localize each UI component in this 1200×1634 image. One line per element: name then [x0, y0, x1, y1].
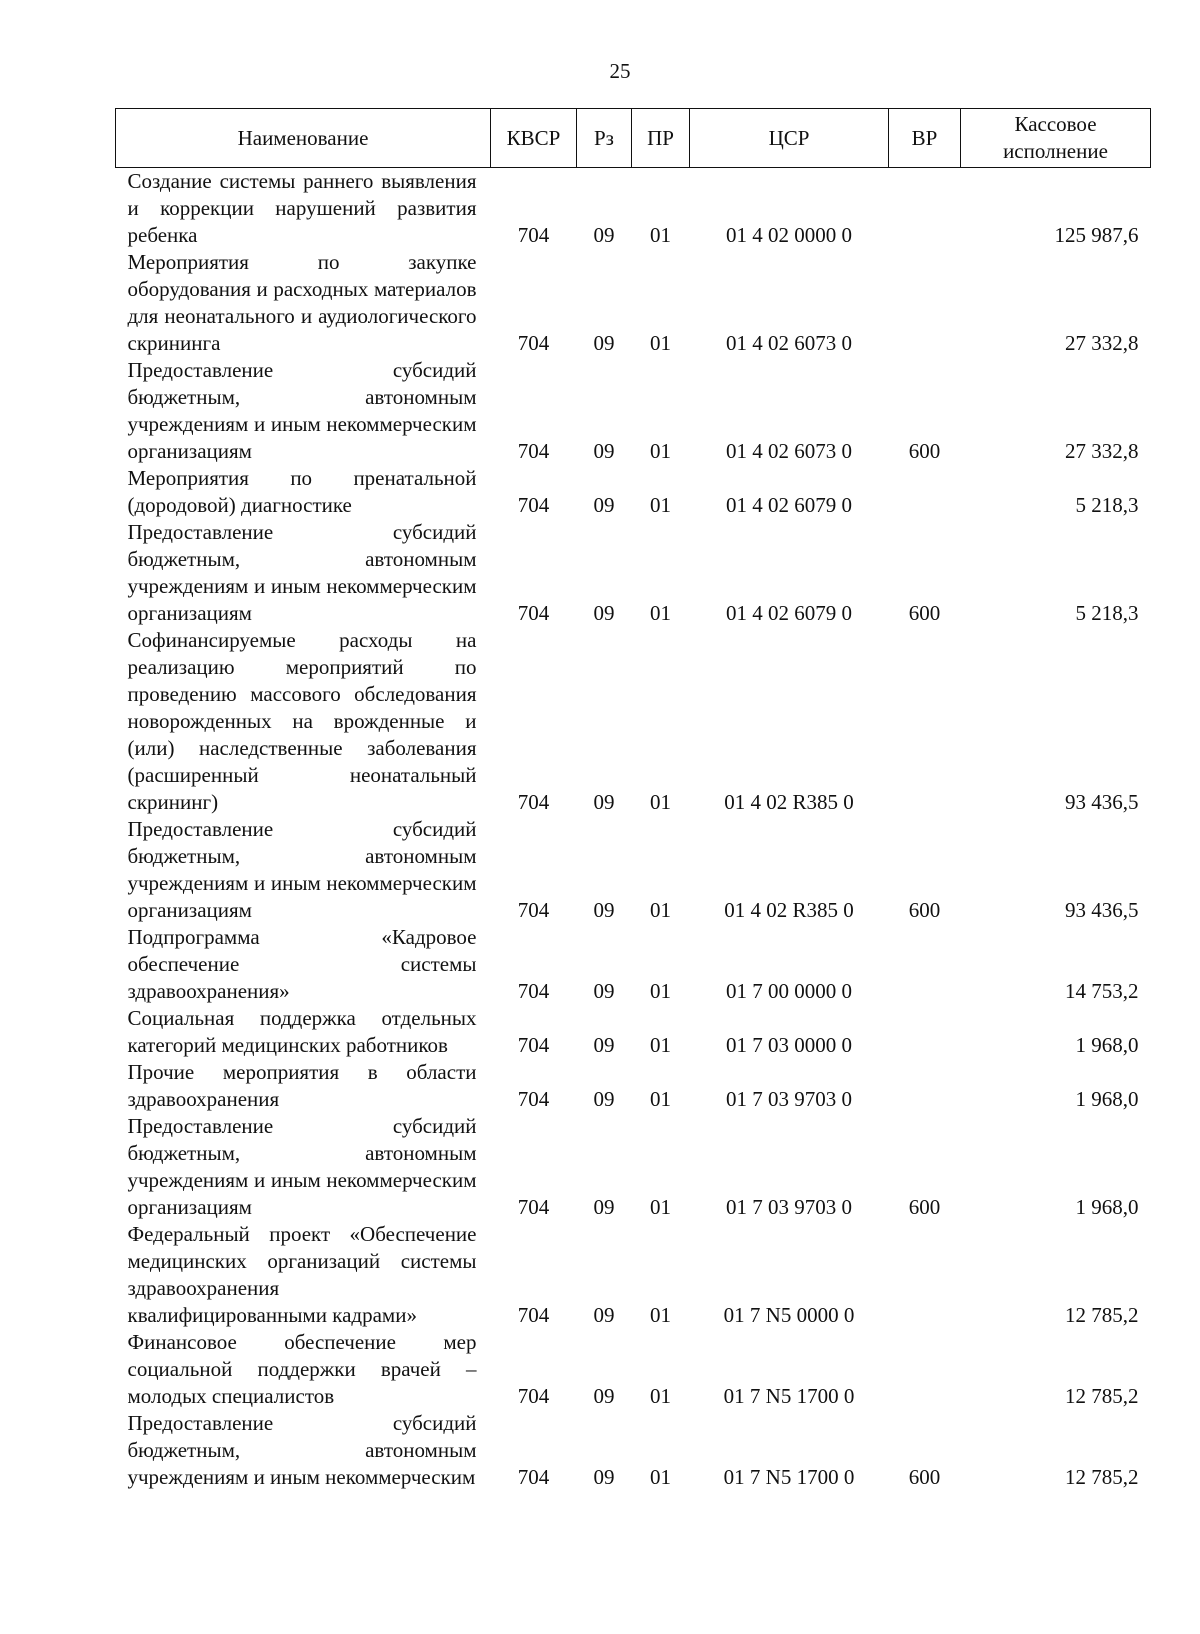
cell-name: Предоставление субсидий бюджетным, автономным учреждениям и иным некоммерческим организациям	[127, 358, 477, 463]
header-row	[116, 109, 1151, 168]
header-vr: ВР	[889, 109, 961, 168]
page-number: 25	[609, 59, 631, 83]
cell-name: Предоставление субсидий бюджетным, автономным учреждениям и иным некоммерческим	[127, 1411, 477, 1489]
cell-kvsr: 704	[517, 223, 550, 247]
cell-csr: 01 4 02 R385 0	[724, 790, 854, 814]
table-row	[116, 168, 1151, 250]
cell-pr: 01	[650, 1303, 671, 1327]
cell-vr	[889, 1221, 961, 1329]
cell-amount: 12 785,2	[1065, 1384, 1139, 1408]
cell-rz: 09	[593, 1195, 615, 1219]
cell-vr	[889, 1059, 961, 1113]
cell-pr: 01	[650, 331, 671, 355]
cell-pr: 01	[650, 1087, 671, 1111]
cell-amount: 27 332,8	[1065, 331, 1139, 355]
table-row	[116, 1113, 1151, 1221]
header-name: Наименование	[116, 109, 491, 168]
cell-name: Софинансируемые расходы на реализацию мероприятий по проведению массового обследования новорожденных на врожденные и (или) наследственные заболевания (расширенный неонатальный скрининг)	[127, 628, 477, 814]
table-row	[116, 465, 1151, 519]
cell-rz: 09	[593, 493, 615, 517]
table-row	[116, 1005, 1151, 1059]
table-header	[116, 109, 1151, 168]
cell-kvsr: 704	[517, 790, 550, 814]
cell-amount: 12 785,2	[1065, 1303, 1139, 1327]
table-row	[116, 924, 1151, 1005]
cell-pr: 01	[650, 790, 671, 814]
header-pr: ПР	[632, 109, 690, 168]
header-csr: ЦСР	[690, 109, 889, 168]
cell-rz: 09	[593, 223, 615, 247]
cell-csr: 01 7 N5 1700 0	[723, 1465, 855, 1489]
cell-csr: 01 4 02 6073 0	[726, 439, 852, 463]
cell-vr	[889, 627, 961, 816]
cell-name: Подпрограмма «Кадровое обеспечение системы здравоохранения»	[127, 925, 477, 1003]
cell-pr: 01	[650, 601, 671, 625]
table-row	[116, 249, 1151, 357]
cell-rz: 09	[593, 898, 615, 922]
cell-amount: 1 968,0	[1075, 1033, 1139, 1057]
cell-amount: 14 753,2	[1065, 979, 1139, 1003]
cell-amount: 93 436,5	[1065, 898, 1139, 922]
cell-kvsr: 704	[517, 1033, 550, 1057]
cell-vr: 600	[908, 439, 941, 463]
cell-csr: 01 7 03 0000 0	[726, 1033, 852, 1057]
cell-pr: 01	[650, 1465, 671, 1489]
cell-kvsr: 704	[517, 439, 550, 463]
cell-amount: 1 968,0	[1075, 1195, 1139, 1219]
cell-pr: 01	[650, 898, 671, 922]
cell-vr: 600	[908, 1195, 941, 1219]
cell-kvsr: 704	[517, 601, 550, 625]
cell-pr: 01	[650, 223, 671, 247]
cell-kvsr: 704	[517, 493, 550, 517]
table-row	[116, 627, 1151, 816]
table-row	[116, 1059, 1151, 1113]
table-row	[116, 357, 1151, 465]
cell-csr: 01 4 02 6073 0	[726, 331, 852, 355]
cell-csr: 01 7 03 9703 0	[726, 1195, 852, 1219]
table-row	[116, 816, 1151, 924]
header-cash-execution: Кассовое исполнение	[961, 109, 1151, 168]
cell-csr: 01 4 02 0000 0	[726, 223, 852, 247]
cell-name: Предоставление субсидий бюджетным, автономным учреждениям и иным некоммерческим организациям	[127, 817, 477, 922]
table-row	[116, 1410, 1151, 1491]
cell-pr: 01	[650, 979, 671, 1003]
cell-name: Прочие мероприятия в области здравоохранения	[127, 1060, 477, 1111]
cell-vr: 600	[908, 1465, 941, 1489]
cell-vr	[889, 1005, 961, 1059]
cell-amount: 5 218,3	[1075, 493, 1139, 517]
header-kvsr: КВСР	[491, 109, 577, 168]
cell-amount: 125 987,6	[1054, 223, 1139, 247]
cell-kvsr: 704	[517, 1087, 550, 1111]
cell-rz: 09	[593, 601, 615, 625]
cell-csr: 01 4 02 R385 0	[724, 898, 854, 922]
cell-kvsr: 704	[517, 1195, 550, 1219]
cell-kvsr: 704	[517, 1303, 550, 1327]
cell-rz: 09	[593, 1465, 615, 1489]
cell-rz: 09	[593, 331, 615, 355]
cell-rz: 09	[593, 1033, 615, 1057]
cell-kvsr: 704	[517, 1384, 550, 1408]
cell-csr: 01 4 02 6079 0	[726, 601, 852, 625]
header-rz: Рз	[577, 109, 632, 168]
cell-pr: 01	[650, 1384, 671, 1408]
cell-name: Мероприятия по закупке оборудования и расходных материалов для неонатального и аудиологического скрининга	[127, 250, 477, 355]
cell-amount: 93 436,5	[1065, 790, 1139, 814]
table-row	[116, 1221, 1151, 1329]
cell-vr	[889, 249, 961, 357]
cell-amount: 27 332,8	[1065, 439, 1139, 463]
budget-execution-table	[115, 108, 1151, 1491]
cell-kvsr: 704	[517, 331, 550, 355]
cell-csr: 01 7 03 9703 0	[726, 1087, 852, 1111]
cell-csr: 01 7 N5 1700 0	[723, 1384, 855, 1408]
cell-vr	[889, 924, 961, 1005]
cell-amount: 12 785,2	[1065, 1465, 1139, 1489]
cell-name: Мероприятия по пренатальной (дородовой) диагностике	[127, 466, 477, 517]
cell-name: Предоставление субсидий бюджетным, автономным учреждениям и иным некоммерческим организациям	[127, 1114, 477, 1219]
cell-csr: 01 4 02 6079 0	[726, 493, 852, 517]
cell-name: Создание системы раннего выявления и коррекции нарушений развития ребенка	[127, 169, 477, 247]
cell-pr: 01	[650, 1033, 671, 1057]
cell-kvsr: 704	[517, 898, 550, 922]
table-row	[116, 1329, 1151, 1410]
cell-name: Федеральный проект «Обеспечение медицинских организаций системы здравоохранения квалифицированными кадрами»	[127, 1222, 477, 1327]
cell-vr	[889, 1329, 961, 1410]
cell-csr: 01 7 N5 0000 0	[723, 1303, 855, 1327]
cell-name: Финансовое обеспечение мер социальной поддержки врачей – молодых специалистов	[127, 1330, 477, 1408]
cell-rz: 09	[593, 979, 615, 1003]
cell-vr	[889, 168, 961, 250]
cell-pr: 01	[650, 1195, 671, 1219]
cell-amount: 1 968,0	[1075, 1087, 1139, 1111]
cell-rz: 09	[593, 1384, 615, 1408]
cell-vr: 600	[908, 601, 941, 625]
cell-csr: 01 7 00 0000 0	[726, 979, 852, 1003]
cell-rz: 09	[593, 439, 615, 463]
cell-name: Предоставление субсидий бюджетным, автономным учреждениям и иным некоммерческим организациям	[127, 520, 477, 625]
cell-pr: 01	[650, 439, 671, 463]
cell-kvsr: 704	[517, 1465, 550, 1489]
cell-vr: 600	[908, 898, 941, 922]
cell-name: Социальная поддержка отдельных категорий медицинских работников	[127, 1006, 477, 1057]
table-row	[116, 519, 1151, 627]
cell-rz: 09	[593, 790, 615, 814]
cell-amount: 5 218,3	[1075, 601, 1139, 625]
cell-rz: 09	[593, 1303, 615, 1327]
cell-pr: 01	[650, 493, 671, 517]
cell-vr	[889, 465, 961, 519]
cell-rz: 09	[593, 1087, 615, 1111]
cell-kvsr: 704	[517, 979, 550, 1003]
table-body	[116, 168, 1151, 1492]
